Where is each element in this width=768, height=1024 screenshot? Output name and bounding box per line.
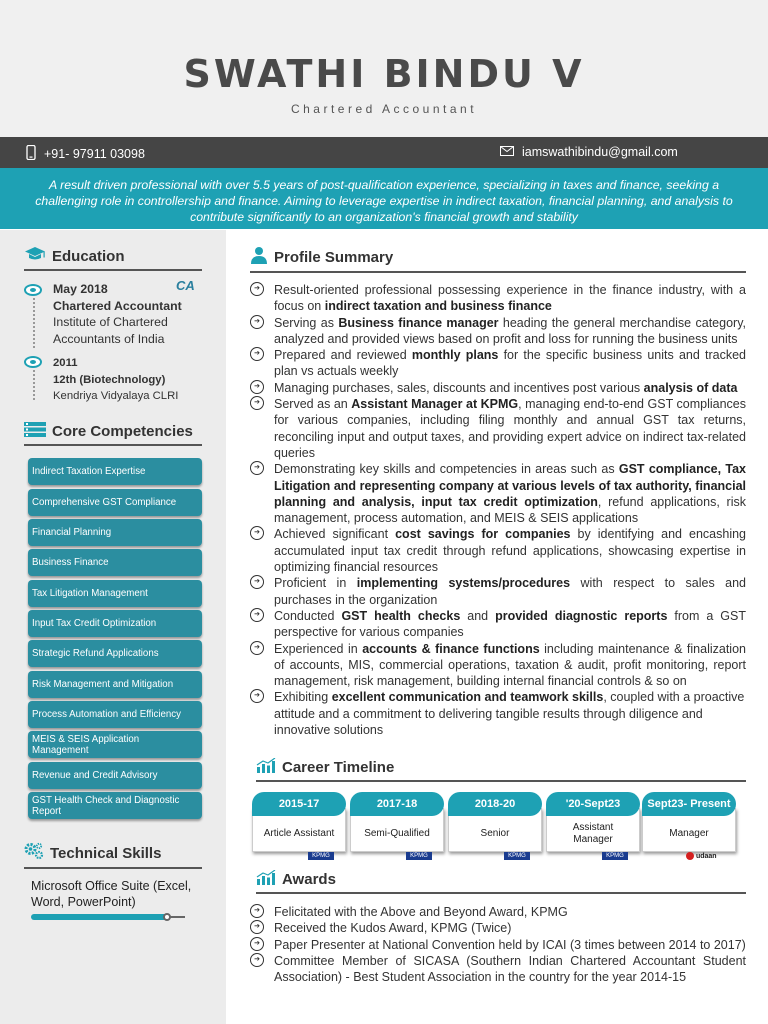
skill-level-knob [163, 913, 171, 921]
summary-title: Profile Summary [274, 248, 394, 266]
career-item [350, 792, 444, 859]
phone-contact [26, 145, 145, 163]
timeline-dot [24, 284, 42, 296]
award-item: ➔ Committee Member of SICASA (Southern Indian Chartered Accountant Student Association) - Best Student Association in the country for the year 2014-15 [250, 953, 746, 986]
kpmg-logo: KPMG [406, 852, 432, 860]
timeline-line [33, 370, 35, 400]
udaan-mark-icon [686, 852, 694, 860]
mail-icon [500, 145, 514, 159]
gears-icon [24, 842, 44, 864]
career-position: Manager [642, 808, 736, 852]
competency-item: MEIS & SEIS Application Management [28, 731, 202, 758]
education-institution: Institute of Chartered Accountants of India [53, 315, 168, 346]
award-item: ➔ Received the Kudos Award, KPMG (Twice) [250, 920, 746, 936]
summary-list [250, 282, 746, 738]
education-date: 2011 [53, 357, 78, 369]
summary-heading [250, 246, 746, 273]
phone-number: +91- 97911 03098 [44, 147, 145, 161]
career-position: Semi-Qualified [350, 808, 444, 852]
awards-title: Awards [282, 871, 336, 888]
email-address: iamswathibindu@gmail.com [522, 145, 678, 159]
competency-item: Financial Planning [28, 519, 202, 546]
career-position: Senior [448, 808, 542, 852]
competency-item: Risk Management and Mitigation [28, 671, 202, 698]
career-period: Sept23- Present [642, 792, 736, 816]
career-period: '20-Sept23 [546, 792, 640, 816]
career-item [642, 792, 736, 860]
education-institution: Kendriya Vidyalaya CLRI [53, 390, 179, 402]
career-title: Career Timeline [282, 759, 395, 776]
person-icon [250, 246, 268, 268]
competency-item: Business Finance [28, 549, 202, 576]
skill-level-bar [31, 914, 167, 920]
contact-bar [0, 137, 768, 168]
summary-item: ➔ Proficient in implementing systems/procedures with respect to sales and purchases in the organization [250, 575, 746, 608]
award-item: ➔ Felicitated with the Above and Beyond Award, KPMG [250, 904, 746, 920]
career-item [546, 792, 640, 859]
education-item-2 [53, 355, 178, 405]
summary-item: ➔ Demonstrating key skills and competencies in areas such as GST compliance, Tax Litigation and representing company at various levels of tax authority, financial planning and analysis, input tax credit optimization, refund applications, risk management, process automation, and MEIS & SEIS applications [250, 461, 746, 526]
education-date: May 2018 [53, 282, 108, 296]
career-period: 2017-18 [350, 792, 444, 816]
timeline-line [33, 298, 35, 348]
kpmg-logo: KPMG [308, 852, 334, 860]
summary-item: ➔ Exhibiting excellent communication and teamwork skills, coupled with a proactive attitude and a commitment to delivering tangible results through diligence and innovative solutions [250, 689, 746, 738]
timeline-dot [24, 356, 42, 368]
competency-item: Revenue and Credit Advisory [28, 762, 202, 789]
competencies-title: Core Competencies [52, 423, 193, 440]
ca-logo: CA [176, 278, 195, 293]
education-degree: 12th (Biotechnology) [53, 373, 166, 386]
summary-item: ➔ Conducted GST health checks and provided diagnostic reports from a GST perspective for various companies [250, 608, 746, 641]
summary-item: ➔ Result-oriented professional possessing experience in the finance industry, with a focus on indirect taxation and business finance [250, 282, 746, 315]
awards-heading [256, 870, 746, 894]
summary-item: ➔ Prepared and reviewed monthly plans for the specific business units and tracked plan vs actuals weekly [250, 347, 746, 380]
career-position: Article Assistant [252, 808, 346, 852]
summary-item: ➔ Serving as Business finance manager heading the general merchandise category, analyzed and provided views based on profit and loss for running the business units [250, 315, 746, 348]
summary-item: ➔ Managing purchases, sales, discounts and incentives post various analysis of data [250, 380, 746, 396]
chart-icon [256, 870, 276, 889]
udaan-logo-text: udaan [695, 852, 717, 860]
competency-item: Strategic Refund Applications [28, 640, 202, 667]
email-contact [500, 145, 678, 159]
career-item [448, 792, 542, 859]
career-position: Assistant Manager [546, 808, 640, 852]
kpmg-logo: KPMG [504, 852, 530, 860]
graduation-cap-icon [24, 246, 46, 266]
candidate-role: Chartered Accountant [290, 102, 478, 116]
education-heading [24, 246, 202, 271]
udaan-logo [686, 852, 717, 860]
career-period: 2015-17 [252, 792, 346, 816]
summary-item: ➔ Achieved significant cost savings for companies by identifying and encashing accumulated input tax credit through refund applications, showcasing expertise in optimizing financial resources [250, 526, 746, 575]
award-item: ➔ Paper Presenter at National Convention held by ICAI (3 times between 2014 to 2017) [250, 937, 746, 953]
career-item [252, 792, 346, 859]
competency-item: Tax Litigation Management [28, 580, 202, 607]
list-icon [24, 422, 46, 441]
education-title: Education [52, 247, 125, 265]
technical-heading [24, 842, 202, 869]
career-heading [256, 758, 746, 782]
competency-item: Comprehensive GST Compliance [28, 489, 202, 516]
tagline: A result driven professional with over 5.5 years of post-qualification experience, specializing in taxes and finance, seeking a challenging role in controllership and finance. Aiming to leverage expertise in indirect taxation, financial planning, and analysis to contribute significantly to an organization's financial growth and stability [0, 168, 768, 229]
career-period: 2018-20 [448, 792, 542, 816]
competency-item: Indirect Taxation Expertise [28, 458, 202, 485]
awards-list [250, 904, 746, 985]
technical-title: Technical Skills [50, 844, 162, 862]
phone-icon [26, 145, 36, 163]
kpmg-logo: KPMG [602, 852, 628, 860]
chart-icon [256, 758, 276, 777]
competencies-heading [24, 422, 202, 446]
education-item-1 [53, 281, 193, 347]
education-degree: Chartered Accountant [53, 298, 182, 313]
competency-item: Input Tax Credit Optimization [28, 610, 202, 637]
competency-item: GST Health Check and Diagnostic Report [28, 792, 202, 819]
summary-item: ➔ Experienced in accounts & finance functions including maintenance & finalization of accounts, MIS, commercial operations, taxation & audit, profit monitoring, report management, risk management, building internal financial controls & so on [250, 641, 746, 690]
technical-skill: Microsoft Office Suite (Excel, Word, PowerPoint) [31, 879, 192, 909]
candidate-name: SWATHI BINDU V [183, 52, 585, 96]
summary-item: ➔ Served as an Assistant Manager at KPMG, managing end-to-end GST compliances for various companies, including filing monthly and annual GST tax returns, reconciling input and output taxes, and providing expert advice on indirect tax-related queries [250, 396, 746, 461]
competency-item: Process Automation and Efficiency [28, 701, 202, 728]
